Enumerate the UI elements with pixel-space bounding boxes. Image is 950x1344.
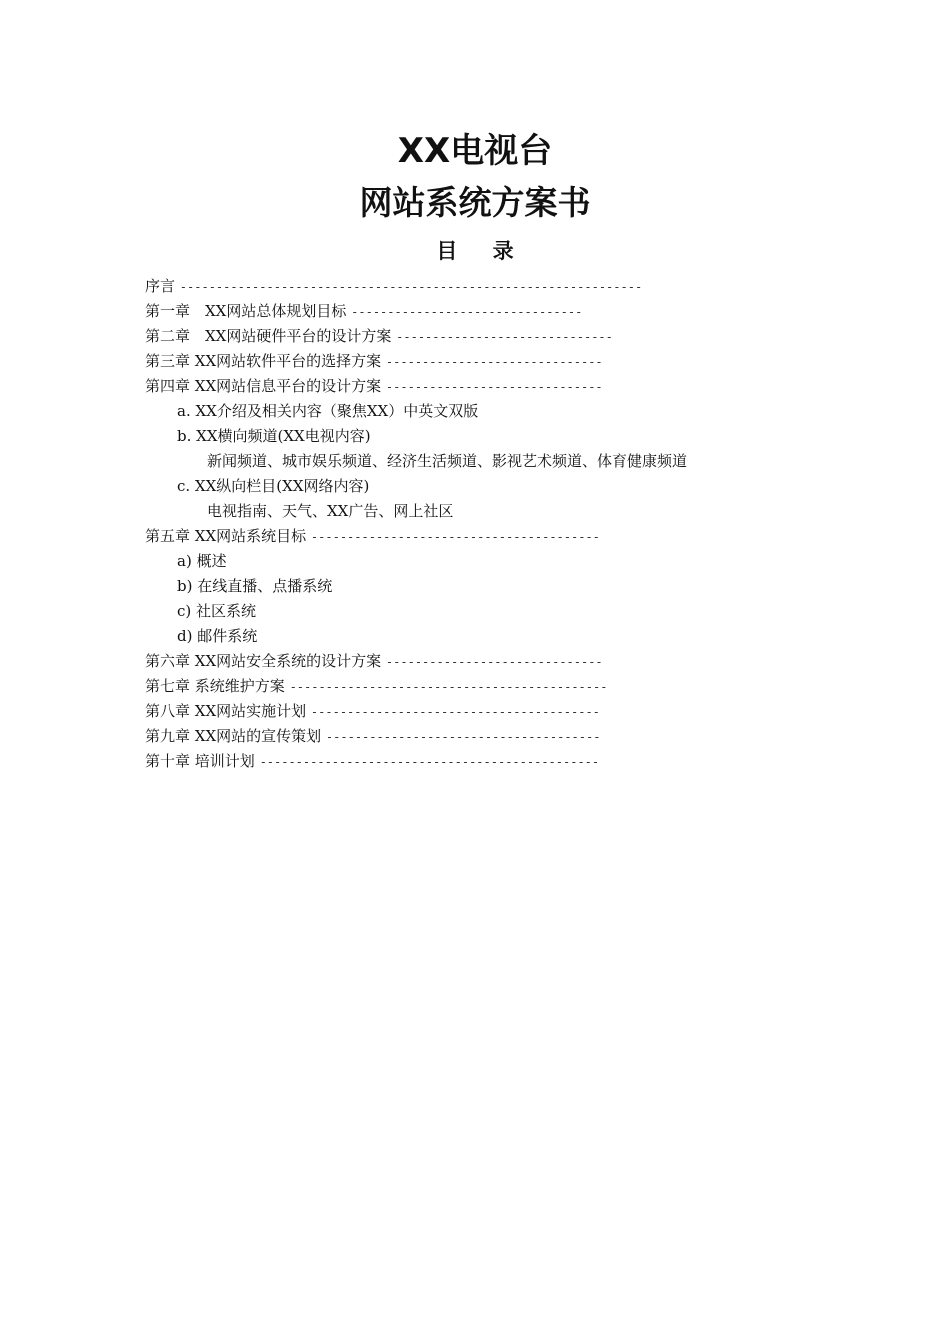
- toc-leader-dashes: ----------------------------------------------------------------: [179, 280, 643, 294]
- toc-entry[interactable]: [145, 749, 845, 774]
- toc-heading: 目 录: [436, 238, 528, 263]
- toc-entry[interactable]: [145, 524, 845, 549]
- toc-entry-label: b. XX横向频道(XX电视内容): [177, 427, 371, 445]
- toc-entry-label: b) 在线直播、点播系统: [177, 577, 333, 595]
- toc-entry[interactable]: [145, 574, 845, 599]
- toc-entry[interactable]: [145, 674, 845, 699]
- toc-entry[interactable]: [145, 599, 845, 624]
- toc-leader-dashes: ----------------------------------------: [310, 705, 600, 719]
- toc-entry-label: 第八章 XX网站实施计划: [145, 702, 307, 720]
- toc-entry[interactable]: [145, 549, 845, 574]
- toc-entry-label: d) 邮件系统: [177, 627, 258, 645]
- document-title-line1: XX电视台: [397, 131, 553, 171]
- toc-entry[interactable]: [145, 349, 845, 374]
- toc-leader-dashes: --------------------------------------------: [289, 680, 608, 694]
- toc-leader-dashes: --------------------------------------: [325, 730, 601, 744]
- toc-leader-dashes: ------------------------------: [385, 355, 603, 369]
- toc-entry-label: 第三章 XX网站软件平台的选择方案: [145, 352, 382, 370]
- toc-entry-label: c. XX纵向栏目(XX网络内容): [177, 477, 370, 495]
- toc-leader-dashes: -----------------------------------------------: [259, 755, 600, 769]
- toc-entry-label: 第四章 XX网站信息平台的设计方案: [145, 377, 382, 395]
- toc-leader-dashes: ----------------------------------------: [310, 530, 600, 544]
- toc-entry[interactable]: [145, 499, 845, 524]
- toc-entry-label: 新闻频道、城市娱乐频道、经济生活频道、影视艺术频道、体育健康频道: [207, 452, 688, 470]
- toc-entry[interactable]: [145, 624, 845, 649]
- toc-entry-label: 序言: [145, 277, 176, 295]
- toc-entry[interactable]: [145, 424, 845, 449]
- toc-entry[interactable]: [145, 724, 845, 749]
- toc-entry-label: 第九章 XX网站的宣传策划: [145, 727, 322, 745]
- table-of-contents: [145, 274, 845, 774]
- toc-entry[interactable]: [145, 374, 845, 399]
- toc-entry-label: 第十章 培训计划: [145, 752, 255, 770]
- toc-entry[interactable]: [145, 649, 845, 674]
- toc-entry-label: 电视指南、天气、XX广告、网上社区: [207, 502, 454, 520]
- toc-leader-dashes: ------------------------------: [385, 655, 603, 669]
- toc-entry-label: c) 社区系统: [177, 602, 257, 620]
- toc-entry-label: a) 概述: [177, 552, 227, 570]
- document-title-line2: 网站系统方案书: [359, 183, 591, 222]
- toc-entry[interactable]: [145, 474, 845, 499]
- toc-entry[interactable]: [145, 274, 845, 299]
- toc-entry-label: 第一章 XX网站总体规划目标: [145, 302, 347, 320]
- toc-leader-dashes: ------------------------------: [396, 330, 613, 344]
- toc-entry[interactable]: [145, 399, 845, 424]
- toc-entry-label: 第七章 系统维护方案: [145, 677, 285, 695]
- toc-entry-label: a. XX介绍及相关内容（聚焦XX）中英文双版: [177, 402, 479, 420]
- toc-leader-dashes: ------------------------------: [385, 380, 603, 394]
- toc-entry-label: 第二章 XX网站硬件平台的设计方案: [145, 327, 392, 345]
- toc-entry[interactable]: [145, 324, 845, 349]
- toc-entry-label: 第六章 XX网站安全系统的设计方案: [145, 652, 382, 670]
- toc-leader-dashes: --------------------------------: [351, 305, 583, 319]
- toc-entry[interactable]: [145, 299, 845, 324]
- toc-entry-label: 第五章 XX网站系统目标: [145, 527, 307, 545]
- toc-entry[interactable]: [145, 699, 845, 724]
- toc-entry[interactable]: [145, 449, 845, 474]
